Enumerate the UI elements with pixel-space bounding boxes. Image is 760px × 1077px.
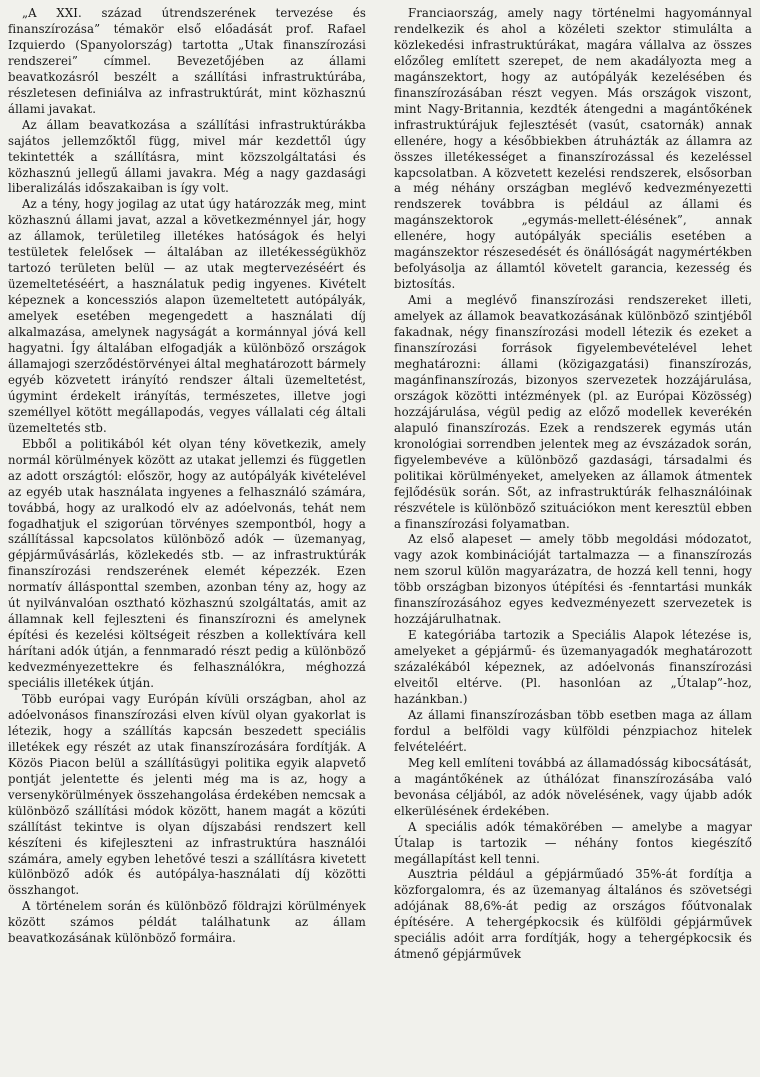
- paragraph: Franciaország, amely nagy történelmi hagyománnyal rendelkezik és ahol a közéleti szektor stimulálta a közlekedési infrastruktúrákat, magára vállalva az összes előzőleg említett szerepet, de nem akadályozta meg a magánszektort, hogy az autópályák kezelésében és finanszírozásában részt vegyen. Más országok viszont, mint Nagy-Britannia, kezdték átengedni a magántőkének infrastruktúrájuk fejlesztését (vasút, csatornák) annak ellenére, hogy a későbbiekben átruházták az államra az összes illetékességet a finanszírozással és kezeléssel kapcsolatban. A közvetett kezelési rendszerek, elsősorban a még néhány országban meglévő kedvezményezetti rendszerek továbbra is például az állami és magánszektorok „egymás-mellett-élésének”, annak ellenére, hogy autópályák speciális esetében a magánszektor részesedését és önállóságát nagymértékben befolyásolja az államtól követelt garancia, kezesség és biztosítás.: [394, 6, 752, 292]
- paragraph: Több európai vagy Európán kívüli országban, ahol az adóelvonásos finanszírozási elven kívül olyan gyakorlat is létezik, hogy a szállítás kapcsán beszedett speciális illetékek egy részét az utak finanszírozására fordítják. A Közös Piacon belül a szállításügyi politika egyik alapvető pontját jelentette és jelenti még ma is az, hogy a versenykörülmények összehangolása érdekében nemcsak a különböző szállítási módok között, hanem magát a közúti szállítást tekintve is olyan díjszabási rendszert kell készíteni és kifejleszteni az infrastruktúra használói számára, amely egyben lehetővé teszi a szállításra kivetett különböző adók és autópálya-használati díj közötti összhangot.: [8, 691, 366, 898]
- left-text-column: [8, 6, 366, 1077]
- paragraph: „A XXI. század útrendszerének tervezése és finanszírozása” témakör első előadását prof. Rafael Izquierdo (Spanyolország) tartotta „Utak finanszírozási rendszerei” címmel. Bevezetőjében az állami beavatkozásról beszélt a szállítási infrastruktúrába, részletesen definiálva az infrastruktúrát, mint közhasznú állami javakat.: [8, 6, 366, 116]
- paragraph: Az állam beavatkozása a szállítási infrastruktúrákba sajátos jellemzőktől függ, mivel már kezdettől úgy tekintették a szállításra, mint közszolgáltatási és közhasznú jellegű állami javakra. Még a nagy gazdasági liberalizálás időszakaiban is így volt.: [8, 117, 366, 196]
- paragraph: Az a tény, hogy jogilag az utat úgy határozzák meg, mint közhasznú állami javat, azzal a következménnyel jár, hogy az államok, területileg illetékes hatóságok és helyi testületek felelősek — általában az illetékességükhöz tartozó területen belül — az utak megtervezéséért és üzemeltetéséért, a használatuk pedig ingyenes. Kivételt képeznek a koncessziós alapon üzemeltetett autópályák, amelyek esetében megengedett a használati díj alkalmazása, amelynek nagyságát a kormánnyal jóvá kell hagyatni. Így általában elfogadják a különböző országok államajogi szerződéstörvényei által meghatározott bármely egyéb közvetett irányító rendszer általi üzemeltetést, úgymint érdekelt irányítás, természetes, illetve jogi személlyel kötött megállapodás, vegyes vállalati cég általi üzemeltetés stb.: [8, 197, 366, 435]
- paragraph: Meg kell említeni továbbá az államadósság kibocsátását, a magántőkének az úthálózat finanszírozásába való bevonása céljából, az adók növelésének, vagy újabb adók elkerülésének érdekében.: [394, 755, 752, 818]
- right-text-column: [394, 6, 752, 1077]
- paragraph: Az állami finanszírozásban több esetben maga az állam fordul a belföldi vagy külföldi pénzpiachoz hitelek felvételéért.: [394, 707, 752, 754]
- paragraph: Ausztria például a gépjárműadó 35%-át fordítja a közforgalomra, és az üzemanyag általános és szövetségi adójának 88,6%-át pedig az országos főútvonalak építésére. A tehergépkocsik és külföldi gépjárművek speciális adóit arra fordítják, hogy a tehergépkocsik és átmenő gépjárművek: [394, 867, 752, 962]
- paragraph: A történelem során és különböző földrajzi körülmények között számos példát találhatunk az állam beavatkozásának különböző formáira.: [8, 899, 366, 946]
- paragraph: Az első alapeset — amely több megoldási módozatot, vagy azok kombinációját tartalmazza — a finanszírozás nem szorul külön magyarázatra, de hozzá kell tenni, hogy több országban bizonyos útépítési és -fenntartási munkák finanszírozásához egyes kedvezményezett szervezetek is hozzájárulhatnak.: [394, 532, 752, 627]
- paragraph: Ami a meglévő finanszírozási rendszereket illeti, amelyek az államok beavatkozásának különböző szintjéből fakadnak, négy finanszírozási modell létezik és ezeket a finanszírozási források figyelembevételével lehet meghatározni: állami (közigazgatási) finanszírozás, magánfinanszírozás, bizonyos szervezetek hozzájárulása, országok közötti intézmények (pl. az Európai Közösség) hozzájárulása, végül pedig az előző modellek keverékén alapuló finanszírozás. Ezek a rendszerek egymás után kronológiai sorrendben jelentek meg az évszázadok során, figyelembevéve a különböző gazdasági, társadalmi és politikai körülményeket, amelyeken az államok átmentek fejlődésük során. Sőt, az infrastruktúrák felhasználóinak részvétele is különböző szituációkon ment keresztül ebben a finanszírozási folyamatban.: [394, 293, 752, 531]
- paragraph: E kategóriába tartozik a Speciális Alapok létezése is, amelyeket a gépjármű- és üzemanyagadók meghatározott százalékából képeznek, az adóelvonás finanszírozási elveitől eltérve. (Pl. hasonlóan az „Útalap”-hoz, hazánkban.): [394, 628, 752, 706]
- paragraph: A speciális adók témakörében — amelybe a magyar Útalap is tartozik — néhány fontos kiegészítő megállapítást kell tenni.: [394, 819, 752, 866]
- paragraph: Ebből a politikából két olyan tény következik, amely normál körülmények között az utakat jellemzi és független az adott országtól: először, hogy az autópályák kivételével az egyéb utak használata ingyenes a felhasználó számára, továbbá, hogy az uralkodó elv az adóelvonás, tehát nem fogadhatjuk el szigorúan törvényes szempontból, hogy a szállítással kapcsolatos különböző adók — üzemanyag, gépjárművásárlás, közlekedés stb. — az infrastruktúrák finanszírozási rendszerének elemét képezzék. Ezen normatív állásponttal szemben, azonban tény az, hogy az út nyilvánvalóan osztható közhasznú szolgáltatás, amit az államnak kell fejleszteni és finanszírozni és amelynek építési és kezelési költségeit részben a kollektívára kell hárítani adók útján, a fennmaradó részt pedig a különböző kedvezményezettekre és felhasználókra, méghozzá speciális illetékek útján.: [8, 436, 366, 691]
